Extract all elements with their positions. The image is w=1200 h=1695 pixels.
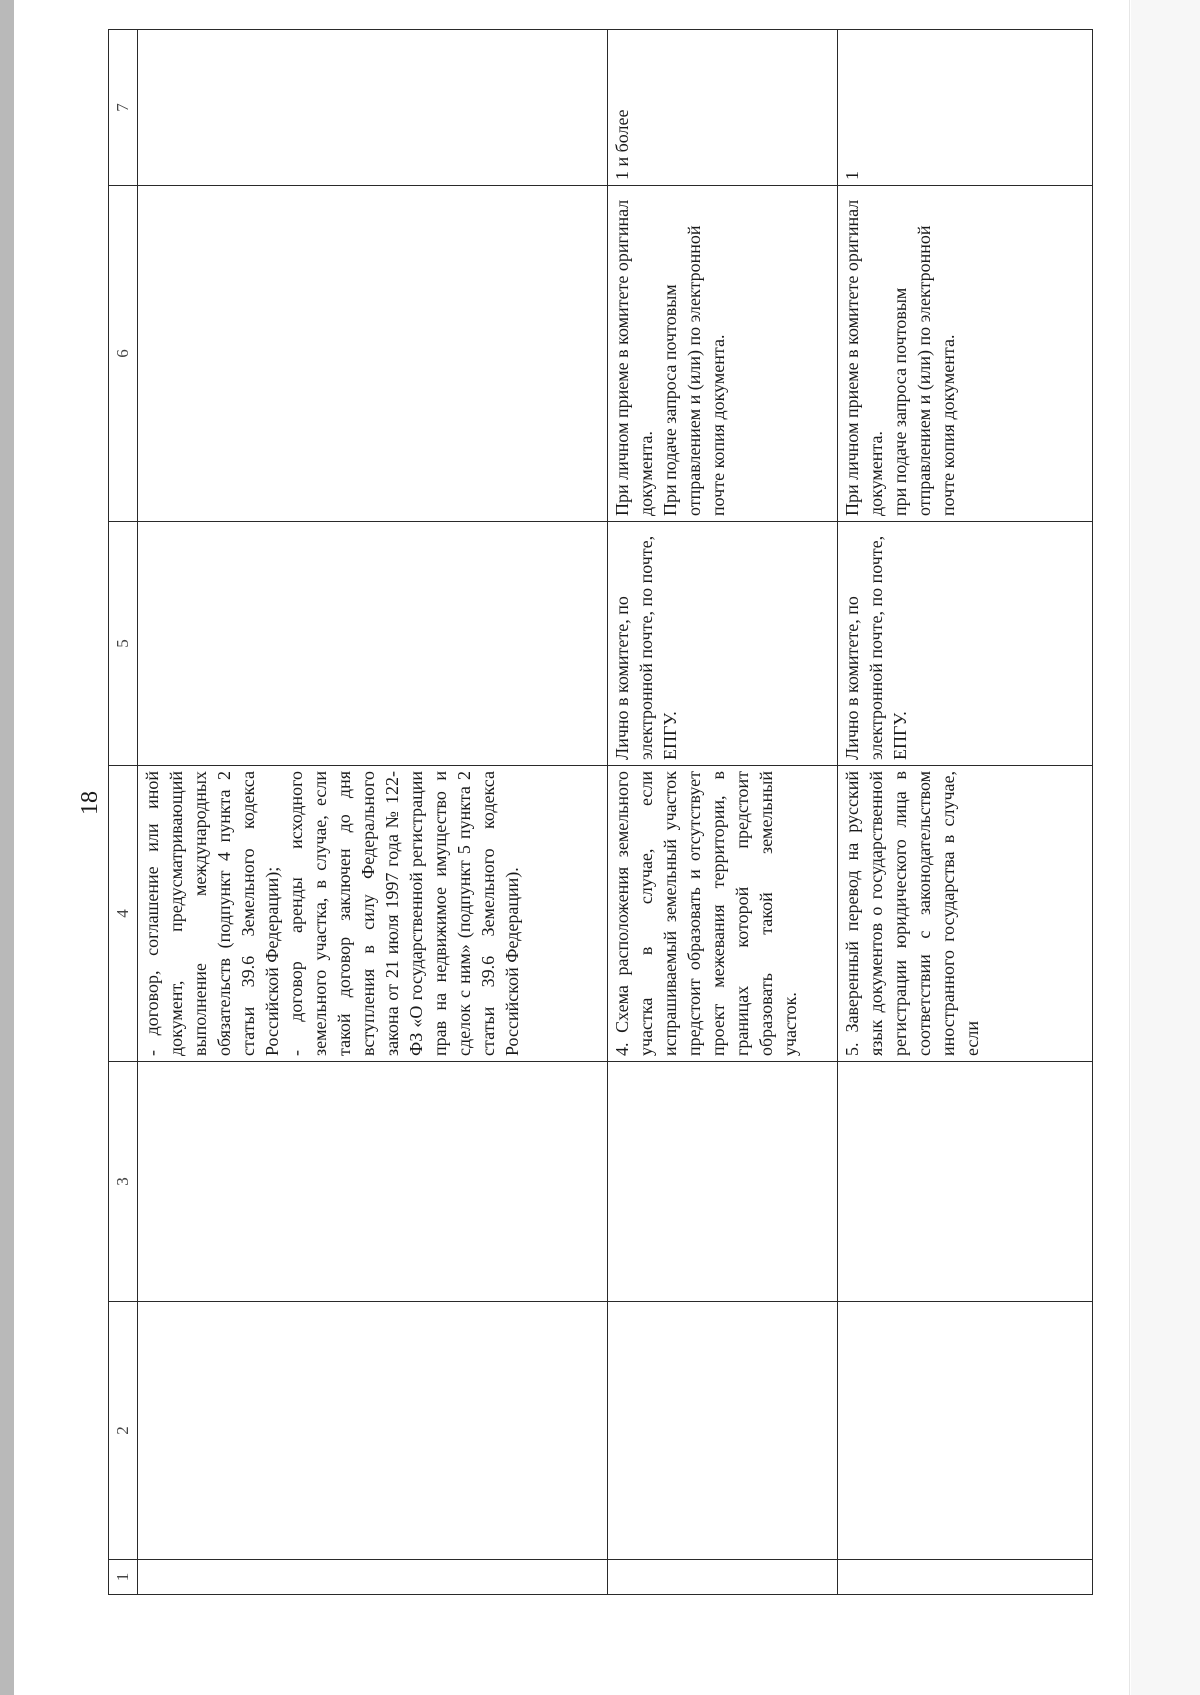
form-line: При личном приеме в комитете оригинал документа. [612, 199, 656, 516]
document-list-cell: - договор, соглашение или иной документ, предусматривающий выполнение международных обязательств (подпункт 4 пункта 2 статьи 39.6 Земельного кодекса Российской Федерации); - договор аренды исходного земельного участка, в случае, если такой договор заключен до дня вступления в силу Федерального закона от 21 июля 1997 года № 122-ФЗ «О государственной регистрации прав на недвижимое имущество и сделок с ним» (подпункт 5 пункта 2 статьи 39.6 Земельного кодекса Российской Федерации). [138, 766, 608, 1062]
document-form-cell [608, 186, 838, 522]
table-cell [838, 1560, 1093, 1595]
document-form-cell [838, 186, 1093, 522]
form-line: При подаче запроса почтовым отправлением и (или) по электронной почте копия документа. [660, 225, 728, 516]
column-header: 4 [109, 766, 138, 1062]
document-table [108, 29, 1093, 1595]
quantity-cell: 1 [838, 30, 1093, 186]
quantity-cell: 1 и более [608, 30, 838, 186]
table-header-row [109, 30, 138, 1595]
column-header: 1 [109, 1560, 138, 1595]
column-header: 2 [109, 1302, 138, 1560]
document-name-cell: 4. Схема расположения земельного участка в случае, если испрашиваемый земельный участок предстоит образовать и отсутствует проект межевания территории, в границах которой предстоит образовать такой земельный участок. [608, 766, 838, 1062]
table-row [138, 30, 608, 1595]
table-cell [138, 1302, 608, 1560]
table-cell [608, 1302, 838, 1560]
table-cell [138, 1062, 608, 1302]
table-cell [608, 1062, 838, 1302]
table-row [838, 30, 1093, 1595]
form-line: При личном приеме в комитете оригинал документа. [842, 199, 886, 516]
table-row [608, 30, 838, 1595]
table-cell [838, 1302, 1093, 1560]
submission-method-cell: Лично в комитете, по электронной почте, по почте, ЕПГУ. [608, 522, 838, 766]
form-line: при подаче запроса почтовым отправлением и (или) по электронной почте копия документа. [890, 225, 958, 516]
table-cell [138, 1560, 608, 1595]
scan-edge-line [1129, 0, 1130, 1695]
table-cell [138, 30, 608, 186]
column-header: 6 [109, 186, 138, 522]
document-name-cell: 5. Заверенный перевод на русский язык документов о государственной регистрации юридического лица в соответствии с законодательством иностранного государства в случае, если [838, 766, 1093, 1062]
page-number: 18 [77, 791, 103, 815]
scan-edge [0, 0, 14, 1695]
submission-method-cell: Лично в комитете, по электронной почте, по почте, ЕПГУ. [838, 522, 1093, 766]
table-cell [608, 1560, 838, 1595]
table-cell [138, 186, 608, 522]
table-cell [138, 522, 608, 766]
table-cell [838, 1062, 1093, 1302]
column-header: 7 [109, 30, 138, 186]
column-header: 3 [109, 1062, 138, 1302]
column-header: 5 [109, 522, 138, 766]
scan-margin [1131, 0, 1200, 1695]
